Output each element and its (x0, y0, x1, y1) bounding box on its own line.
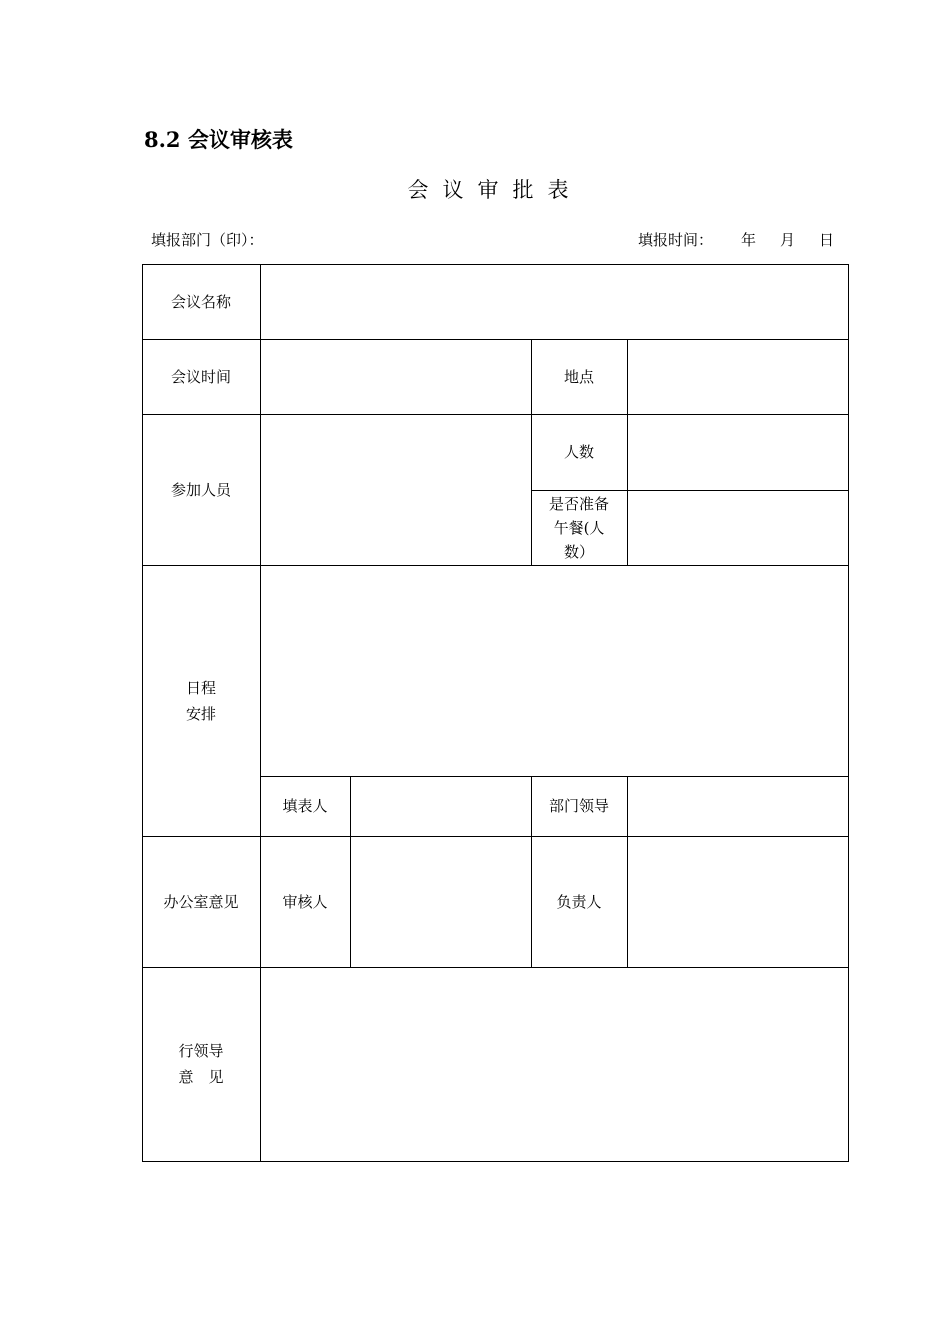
filler-label: 填表人 (282, 797, 328, 815)
table-line (142, 1161, 849, 1162)
meeting-time-field[interactable] (261, 340, 531, 414)
schedule-label: 日程 安排 (185, 678, 216, 723)
table-line (848, 264, 849, 1162)
person-in-charge-label: 负责人 (556, 892, 602, 911)
bank-leader-opinion-label: 行领导 意 见 (178, 1042, 224, 1086)
meeting-time-label: 会议时间 (170, 367, 231, 386)
section-title: 8.2 会议审核表 (144, 127, 293, 152)
filler-field[interactable] (351, 777, 531, 836)
year-label: 年 (741, 231, 757, 249)
reviewer-field[interactable] (351, 837, 531, 967)
time-label: 填报时间： (638, 231, 714, 249)
office-opinion-label: 办公室意见 (163, 892, 239, 911)
schedule-field[interactable] (261, 566, 848, 776)
headcount-field[interactable] (628, 415, 848, 490)
form-title: 会议审批表 (407, 178, 583, 202)
approval-table (142, 264, 849, 1162)
day-label: 日 (819, 231, 835, 249)
dept-label: 填报部门（印）： (151, 231, 264, 249)
dept-leader-label: 部门领导 (548, 797, 609, 815)
fill-date (638, 229, 834, 250)
participants-field[interactable] (261, 415, 531, 565)
month-label: 月 (780, 231, 796, 249)
lunch-label: 是否准备 午餐(人 数） (548, 494, 609, 561)
meeting-name-field[interactable] (261, 265, 848, 339)
participants-label: 参加人员 (170, 480, 231, 499)
lunch-field[interactable] (628, 491, 848, 565)
location-field[interactable] (628, 340, 848, 414)
dept-leader-field[interactable] (628, 777, 848, 836)
meeting-name-label: 会议名称 (170, 292, 231, 311)
person-in-charge-field[interactable] (628, 837, 848, 967)
bank-leader-opinion-field[interactable] (261, 968, 848, 1161)
headcount-label: 人数 (563, 443, 594, 461)
location-label: 地点 (563, 367, 594, 386)
reviewer-label: 审核人 (282, 892, 328, 911)
